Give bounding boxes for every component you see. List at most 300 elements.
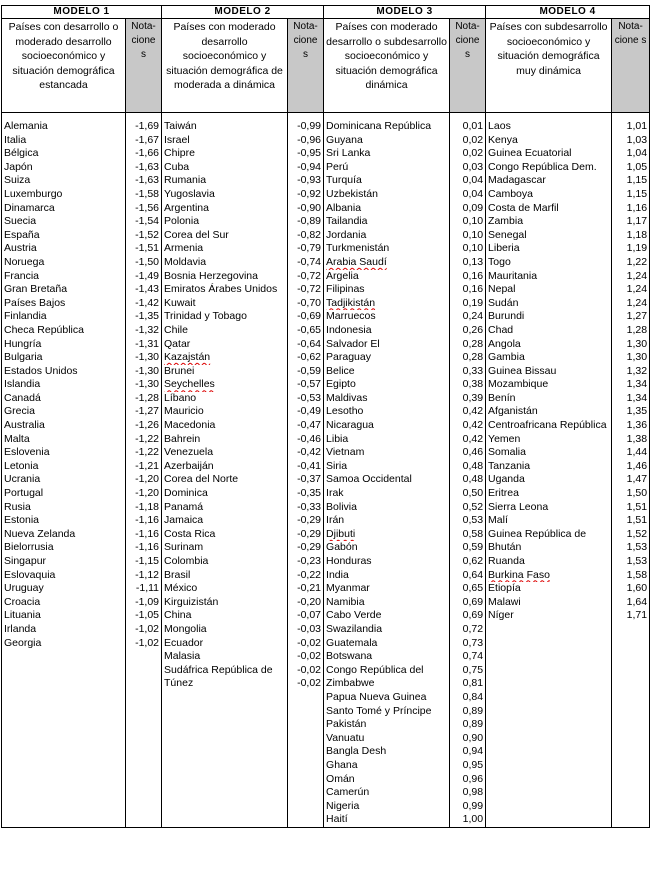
notation-value: 1,30 [612,338,650,352]
country-name: Ecuador [162,637,288,651]
notation-value: -1,56 [126,202,162,216]
notation-value [126,800,162,814]
notation-value: 1,15 [612,188,650,202]
country-name: Hungría [2,338,126,352]
country-name: Kuwait [162,297,288,311]
notation-value: 1,30 [612,351,650,365]
table-row [2,378,650,392]
notation-value: -1,63 [126,161,162,175]
country-name: Georgia [2,637,126,651]
country-name: Congo República del [324,664,450,678]
notation-value: -1,22 [126,433,162,447]
notation-value [126,691,162,705]
notation-value [288,718,324,732]
notation-value: 1,19 [612,242,650,256]
country-name: Armenia [162,242,288,256]
country-name: Italia [2,134,126,148]
table-row [2,555,650,569]
country-name [486,745,612,759]
notation-value: 0,16 [450,283,486,297]
notation-value: 0,65 [450,582,486,596]
notation-value: 0,72 [450,623,486,637]
notation-value: -1,22 [126,446,162,460]
notation-value: -1,02 [126,623,162,637]
country-name: Nepal [486,283,612,297]
notation-value: -1,15 [126,555,162,569]
notation-value: 1,27 [612,310,650,324]
country-name: Mozambique [486,378,612,392]
notation-value: 0,95 [450,759,486,773]
notation-value: -1,32 [126,324,162,338]
model-4-title: MODELO 4 [486,6,650,19]
country-name: Chad [486,324,612,338]
notation-value: 0,81 [450,677,486,691]
notation-value: -0,64 [288,338,324,352]
notation-value: -0,72 [288,283,324,297]
country-name: Estonia [2,514,126,528]
country-name: Paraguay [324,351,450,365]
notation-value [612,705,650,719]
country-name: Suiza [2,174,126,188]
country-name: Guinea República de [486,528,612,542]
country-name: Rumania [162,174,288,188]
table-row [2,596,650,610]
country-name: Ruanda [486,555,612,569]
country-name: Filipinas [324,283,450,297]
country-name: Jamaica [162,514,288,528]
notation-value: -1,28 [126,392,162,406]
table-row [2,202,650,216]
notation-value: -0,82 [288,229,324,243]
table-row [2,691,650,705]
model-2-description: Países con moderado desarrollo socioeconómico y situación demográfica de moderada a dinámica [162,19,288,113]
country-name [2,800,126,814]
country-name: Libia [324,433,450,447]
country-name: Mongolia [162,623,288,637]
country-name: Eslovaquia [2,569,126,583]
notation-value: -0,42 [288,446,324,460]
notation-value: -0,37 [288,473,324,487]
country-name: Sudáfrica República de [162,664,288,678]
table-row [2,473,650,487]
table-row [2,338,650,352]
country-name: Letonia [2,460,126,474]
notation-value: -1,30 [126,365,162,379]
country-name: Estados Unidos [2,365,126,379]
model-2-title: MODELO 2 [162,6,324,19]
notation-value [612,623,650,637]
table-row [2,134,650,148]
table-row [2,732,650,746]
notation-value: 0,90 [450,732,486,746]
country-name: Qatar [162,338,288,352]
country-name: Malí [486,514,612,528]
country-name: Irlanda [2,623,126,637]
country-name: Taiwán [162,119,288,134]
country-name: Indonesia [324,324,450,338]
country-name: Guyana [324,134,450,148]
country-name: Luxemburgo [2,188,126,202]
country-name: Nicaragua [324,419,450,433]
notation-value: -0,46 [288,433,324,447]
country-name: Checa República [2,324,126,338]
notation-value: 1,58 [612,569,650,583]
notation-value: -0,69 [288,310,324,324]
notation-value [126,786,162,800]
table-row [2,283,650,297]
country-name: Brasil [162,569,288,583]
notation-value: -0,79 [288,242,324,256]
country-name: Corea del Norte [162,473,288,487]
notation-value: -0,03 [288,623,324,637]
notation-value: -0,02 [288,664,324,678]
country-name: Islandia [2,378,126,392]
country-name: Bolivia [324,501,450,515]
country-name: Chile [162,324,288,338]
country-name: Kazajstán [162,351,288,365]
country-name: Salvador El [324,338,450,352]
country-name [2,786,126,800]
country-name: Australia [2,419,126,433]
country-name: Malawi [486,596,612,610]
notation-value: 0,10 [450,215,486,229]
notation-value: 0,98 [450,786,486,800]
notation-value: 1,52 [612,528,650,542]
notation-value: 1,03 [612,134,650,148]
notation-value: -0,95 [288,147,324,161]
notation-value: -0,70 [288,297,324,311]
table-row [2,147,650,161]
country-name [486,664,612,678]
country-name: Laos [486,119,612,134]
notation-value: -0,20 [288,596,324,610]
notation-value: 1,64 [612,596,650,610]
notation-value [612,691,650,705]
table-row [2,174,650,188]
table-row [2,800,650,814]
table-row [2,664,650,678]
country-name: Albania [324,202,450,216]
country-name: Tanzania [486,460,612,474]
table-row [2,813,650,827]
country-name: Malta [2,433,126,447]
country-name: Bosnia Herzegovina [162,270,288,284]
country-name: Trinidad y Tobago [162,310,288,324]
country-name: Uganda [486,473,612,487]
country-name: Noruega [2,256,126,270]
country-name [486,718,612,732]
country-name: Myanmar [324,582,450,596]
country-name: Moldavia [162,256,288,270]
table-row [2,637,650,651]
country-name: Bahrein [162,433,288,447]
notation-value: -1,05 [126,609,162,623]
notation-value [612,650,650,664]
country-name: Siria [324,460,450,474]
country-name: Angola [486,338,612,352]
notation-value: 0,48 [450,460,486,474]
country-name: Irak [324,487,450,501]
notation-value [612,786,650,800]
model-header-row [2,19,650,113]
notation-value [288,773,324,787]
table-row [2,229,650,243]
notation-value: 1,01 [612,119,650,134]
country-name: Tadjikistán [324,297,450,311]
country-name: Bhután [486,541,612,555]
notation-value: 0,09 [450,202,486,216]
notation-value: 0,73 [450,637,486,651]
notation-value [288,691,324,705]
model-1-notation-header: Nota-cione s [126,19,162,113]
notation-value: -1,30 [126,378,162,392]
notation-value: 1,34 [612,392,650,406]
country-name: Polonia [162,215,288,229]
country-name [486,705,612,719]
country-name [162,705,288,719]
table-row [2,297,650,311]
notation-value: -0,47 [288,419,324,433]
country-name: Guatemala [324,637,450,651]
country-name: Portugal [2,487,126,501]
notation-value: -0,29 [288,528,324,542]
country-name: Congo República Dem. [486,161,612,175]
table-row [2,256,650,270]
country-name [162,786,288,800]
country-name: Liberia [486,242,612,256]
table-row [2,718,650,732]
country-name: Uzbekistán [324,188,450,202]
notation-value: 0,16 [450,270,486,284]
country-name: Mauricio [162,405,288,419]
table-row [2,501,650,515]
table-row [2,514,650,528]
table-row [2,351,650,365]
country-name [162,691,288,705]
country-name: Japón [2,161,126,175]
notation-value: 1,24 [612,297,650,311]
notation-value [288,800,324,814]
notation-value: 0,64 [450,569,486,583]
notation-value: -1,26 [126,419,162,433]
country-name: India [324,569,450,583]
country-name [2,677,126,691]
country-name: Gran Bretaña [2,283,126,297]
table-row [2,773,650,787]
country-name: Chipre [162,147,288,161]
country-name: Burkina Faso [486,569,612,583]
country-name: Kirguizistán [162,596,288,610]
notation-value: -0,94 [288,161,324,175]
country-name: Francia [2,270,126,284]
notation-value [288,732,324,746]
table-row [2,433,650,447]
country-name: Nigeria [324,800,450,814]
country-name [2,813,126,827]
notation-value: -1,58 [126,188,162,202]
notation-value: -1,12 [126,569,162,583]
notation-value: -0,02 [288,677,324,691]
table-row [2,161,650,175]
country-name: Canadá [2,392,126,406]
notation-value: -0,62 [288,351,324,365]
country-name: Rusia [2,501,126,515]
notation-value: 1,38 [612,433,650,447]
table-row [2,188,650,202]
notation-value: 0,39 [450,392,486,406]
country-name: Omán [324,773,450,787]
country-name: Israel [162,134,288,148]
table-row [2,623,650,637]
country-name: Camerún [324,786,450,800]
country-name: Arabia Saudí [324,256,450,270]
notation-value: 1,44 [612,446,650,460]
country-name: Corea del Sur [162,229,288,243]
notation-value: 0,89 [450,705,486,719]
notation-value: -1,09 [126,596,162,610]
notation-value: 1,35 [612,405,650,419]
notation-value: 0,42 [450,405,486,419]
country-name [162,813,288,827]
notation-value: -0,96 [288,134,324,148]
notation-value: -1,30 [126,351,162,365]
model-3-description: Países con moderado desarrollo o subdesarrollo socioeconómico y situación demográfica dinámica [324,19,450,113]
country-name: Zambia [486,215,612,229]
country-name [162,745,288,759]
notation-value: -1,51 [126,242,162,256]
country-name: Kenya [486,134,612,148]
country-name: Bélgica [2,147,126,161]
country-name: Vietnam [324,446,450,460]
notation-value: 0,38 [450,378,486,392]
country-name [486,650,612,664]
country-name: Venezuela [162,446,288,460]
notation-value: 0,50 [450,487,486,501]
country-name [2,759,126,773]
notation-value: 0,69 [450,609,486,623]
notation-value [126,718,162,732]
country-name: Irán [324,514,450,528]
country-name: Centroafricana República [486,419,612,433]
table-row [2,446,650,460]
notation-value [288,745,324,759]
notation-value: 0,28 [450,338,486,352]
country-name: Tailandia [324,215,450,229]
country-name: Botswana [324,650,450,664]
country-name: Senegal [486,229,612,243]
country-name: Benín [486,392,612,406]
table-row [2,270,650,284]
notation-value: -0,93 [288,174,324,188]
country-name: Turquía [324,174,450,188]
country-name [2,705,126,719]
country-name [486,786,612,800]
notation-value: 0,10 [450,229,486,243]
notation-value: -1,11 [126,582,162,596]
country-name: Panamá [162,501,288,515]
notation-value: -1,21 [126,460,162,474]
notation-value: 1,15 [612,174,650,188]
country-name: Seychelles [162,378,288,392]
notation-value: 0,02 [450,147,486,161]
notation-value: -0,21 [288,582,324,596]
country-name: Sri Lanka [324,147,450,161]
country-name: Cuba [162,161,288,175]
country-name: Mauritania [486,270,612,284]
notation-value [126,773,162,787]
country-name: Azerbaiján [162,460,288,474]
table-row [2,419,650,433]
country-name: Belice [324,365,450,379]
table-row [2,677,650,691]
country-name: China [162,609,288,623]
notation-value [126,664,162,678]
country-name: Namibia [324,596,450,610]
country-name: Papua Nueva Guinea [324,691,450,705]
country-name: España [2,229,126,243]
notation-value: 0,10 [450,242,486,256]
country-name: Gambia [486,351,612,365]
country-name: Lituania [2,609,126,623]
notation-value: -0,53 [288,392,324,406]
model-2-notation-header: Nota-cione s [288,19,324,113]
table-row [2,392,650,406]
country-name [162,800,288,814]
country-name [486,813,612,827]
notation-value: 1,53 [612,541,650,555]
notation-value: -1,31 [126,338,162,352]
notation-value [288,705,324,719]
notation-value: 0,74 [450,650,486,664]
notation-value: -1,18 [126,501,162,515]
notation-value: -1,54 [126,215,162,229]
notation-value: 0,04 [450,174,486,188]
table-row [2,310,650,324]
notation-value: 1,34 [612,378,650,392]
country-name: Santo Tomé y Príncipe [324,705,450,719]
notation-value: 0,94 [450,745,486,759]
notation-value: -0,90 [288,202,324,216]
country-name: Bangla Desh [324,745,450,759]
notation-value: 0,69 [450,596,486,610]
notation-value [288,759,324,773]
country-name: Suecia [2,215,126,229]
table-row [2,650,650,664]
notation-value: 0,89 [450,718,486,732]
notation-value [288,813,324,827]
notation-value [126,745,162,759]
table-row [2,786,650,800]
notation-value [288,786,324,800]
country-name: Zimbabwe [324,677,450,691]
notation-value [612,800,650,814]
notation-value: -0,02 [288,650,324,664]
country-name: Túnez [162,677,288,691]
notation-value: 0,84 [450,691,486,705]
notation-value: 0,59 [450,541,486,555]
notation-value: -0,89 [288,215,324,229]
country-name: Austria [2,242,126,256]
notation-value: 1,46 [612,460,650,474]
notation-value: -0,57 [288,378,324,392]
country-name: Croacia [2,596,126,610]
notation-value: -0,35 [288,487,324,501]
country-name: Burundi [486,310,612,324]
country-name: Argentina [162,202,288,216]
country-name: Líbano [162,392,288,406]
country-name [162,773,288,787]
country-name: Costa Rica [162,528,288,542]
